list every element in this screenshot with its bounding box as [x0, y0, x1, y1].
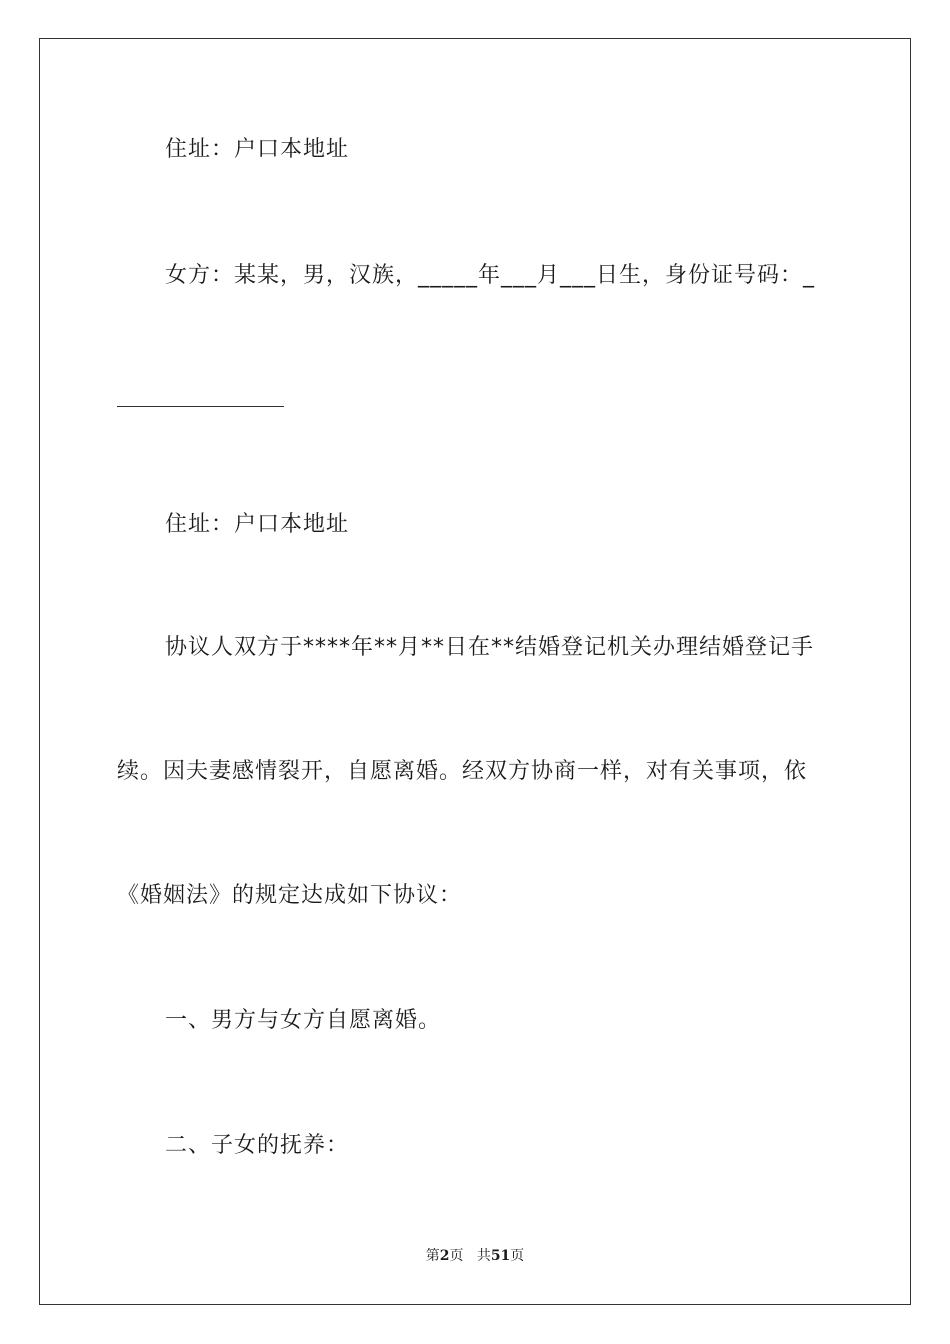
footer-page-suffix: 页 — [449, 1248, 464, 1264]
item-2-line: 二、子女的抚养： — [165, 1133, 350, 1158]
id-number-blank — [117, 406, 284, 407]
address-line-2: 住址：户口本地址 — [165, 512, 350, 537]
address-line-1: 住址：户口本地址 — [165, 137, 350, 162]
agreement-line-1: 协议人双方于****年**月**日在**结婚登记机关办理结婚登记手 — [165, 635, 815, 660]
page-frame — [39, 38, 911, 1305]
footer-total-pages: 51 — [490, 1248, 511, 1264]
female-info-line: 女方：某某，男，汉族，_____年___月___日生，身份证号码：_ — [165, 263, 816, 288]
item-1-line: 一、男方与女方自愿离婚。 — [165, 1008, 442, 1033]
footer-page-number: 2 — [439, 1248, 450, 1264]
footer-page-prefix: 第 — [425, 1248, 440, 1264]
agreement-line-3: 《婚姻法》的规定达成如下协议： — [117, 883, 463, 908]
footer-total-prefix: 共 — [476, 1248, 491, 1264]
agreement-line-2: 续。因夫妻感情裂开，自愿离婚。经双方协商一样，对有关事项，依 — [117, 759, 808, 784]
page-footer — [0, 1247, 950, 1265]
footer-total-suffix: 页 — [510, 1248, 525, 1264]
